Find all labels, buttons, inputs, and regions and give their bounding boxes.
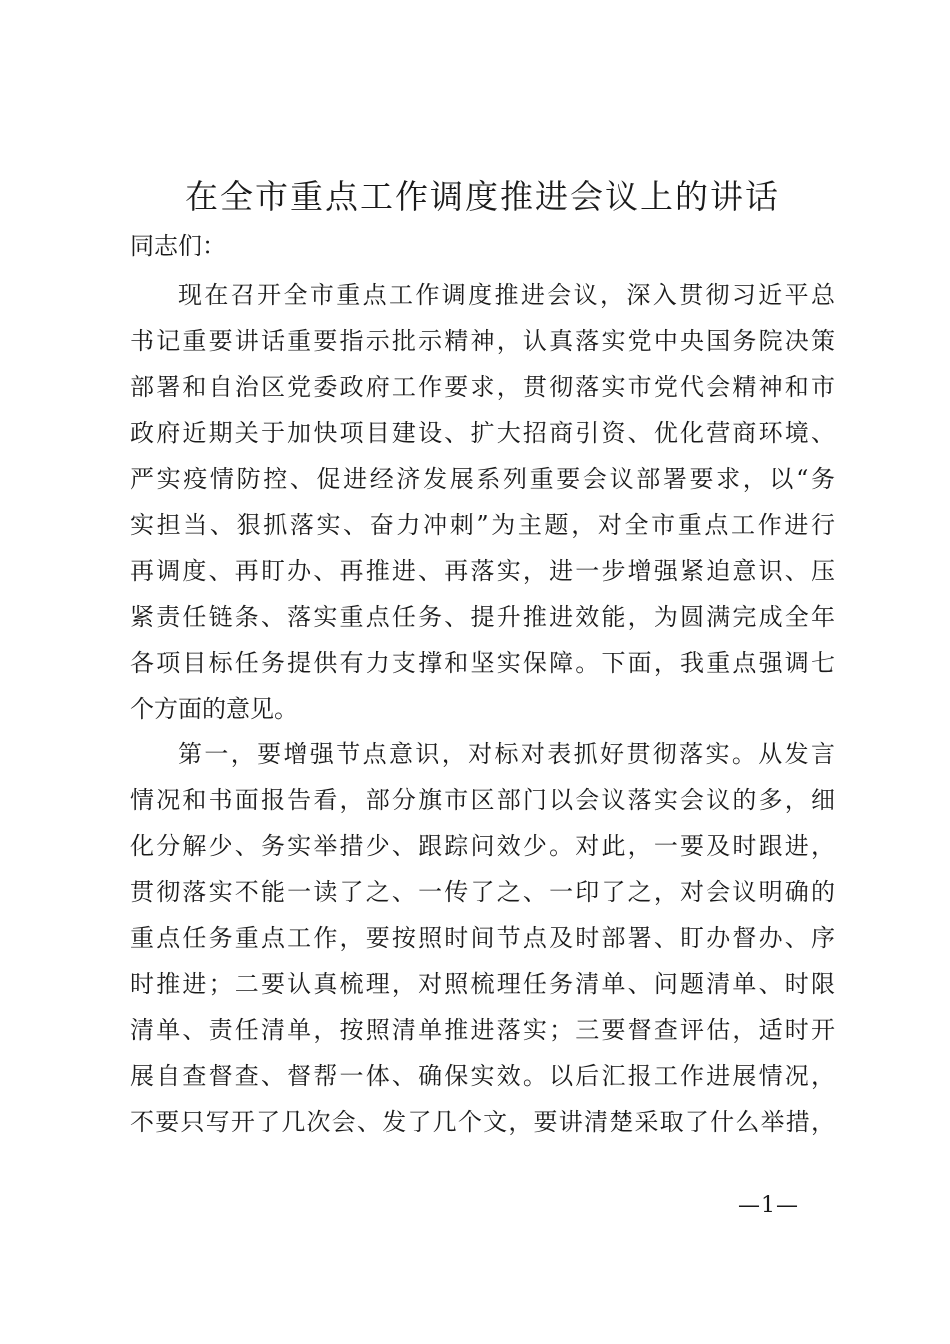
paragraph-line: 书记重要讲话重要指示批示精神，认真落实党中央国务院决策 (130, 327, 835, 355)
paragraph-line: 时推进；二要认真梳理，对照梳理任务清单、问题清单、时限 (130, 970, 835, 998)
document-title: 在全市重点工作调度推进会议上的讲话 (185, 177, 780, 216)
paragraph-line: 情况和书面报告看，部分旗市区部门以会议落实会议的多，细 (130, 786, 835, 814)
paragraph-line: 紧责任链条、落实重点任务、提升推进效能，为圆满完成全年 (130, 603, 835, 631)
paragraph-line: 不要只写开了几次会、发了几个文，要讲清楚采取了什么举措， (130, 1108, 835, 1136)
paragraph-line: 展自查督查、督帮一体、确保实效。以后汇报工作进展情况， (130, 1062, 835, 1090)
page-number: —1— (738, 1193, 799, 1218)
paragraph-line: 重点任务重点工作，要按照时间节点及时部署、盯办督办、序 (130, 924, 835, 952)
paragraph-line: 化分解少、务实举措少、跟踪问效少。对此，一要及时跟进， (130, 832, 835, 860)
paragraph-intro (130, 272, 835, 732)
paragraph-line: 现在召开全市重点工作调度推进会议，深入贯彻习近平总 (178, 281, 835, 309)
paragraph-line: 贯彻落实不能一读了之、一传了之、一印了之，对会议明确的 (130, 878, 835, 906)
paragraph-line: 个方面的意见。 (130, 695, 298, 723)
paragraph-line: 清单、责任清单，按照清单推进落实；三要督查评估，适时开 (130, 1016, 835, 1044)
paragraph-line: 第一，要增强节点意识，对标对表抓好贯彻落实。从发言 (178, 740, 835, 768)
salutation: 同志们： (130, 232, 226, 260)
paragraph-line: 再调度、再盯办、再推进、再落实，进一步增强紧迫意识、压 (130, 557, 835, 585)
paragraph-line: 部署和自治区党委政府工作要求，贯彻落实市党代会精神和市 (130, 373, 835, 401)
paragraph-line: 政府近期关于加快项目建设、扩大招商引资、优化营商环境、 (130, 419, 835, 447)
paragraph-line: 各项目标任务提供有力支撑和坚实保障。下面，我重点强调七 (130, 649, 835, 677)
paragraph-line: 严实疫情防控、促进经济发展系列重要会议部署要求，以“务 (130, 465, 835, 493)
paragraph-line: 实担当、狠抓落实、奋力冲刺”为主题，对全市重点工作进行 (130, 511, 835, 539)
paragraph-first-point (130, 731, 835, 1145)
